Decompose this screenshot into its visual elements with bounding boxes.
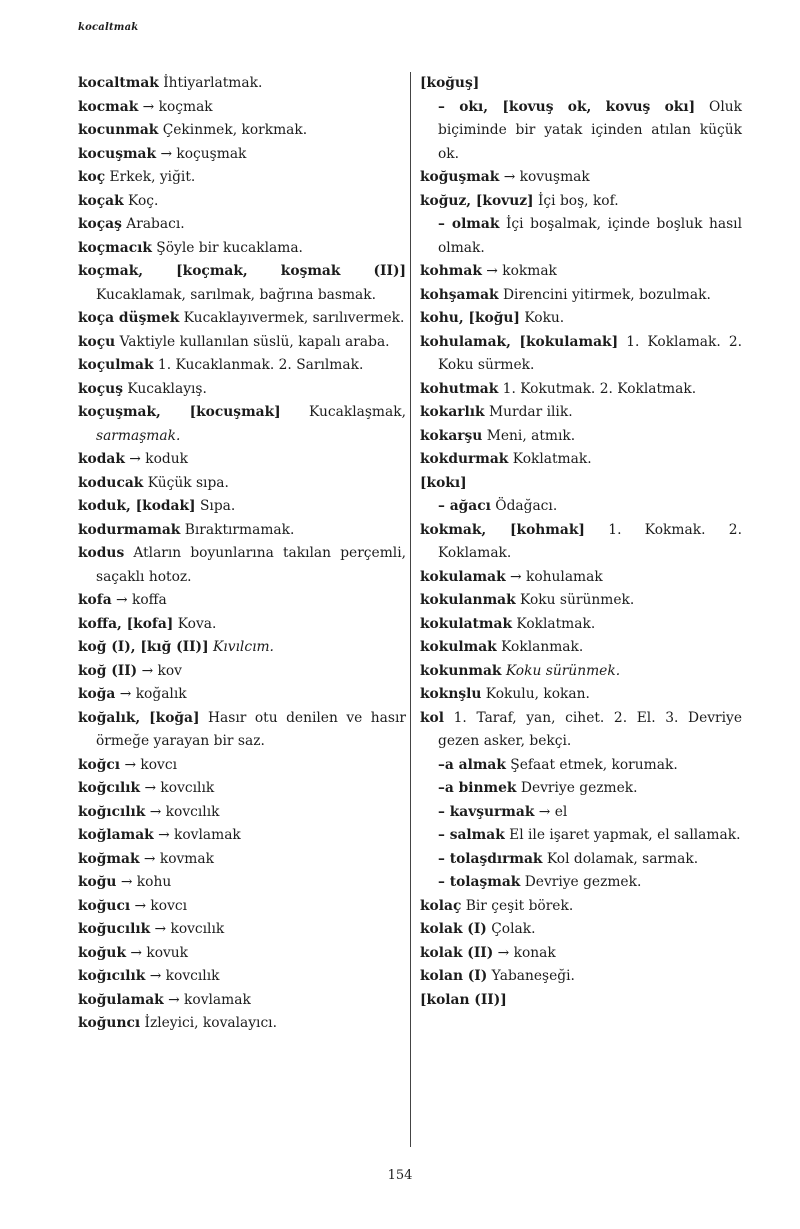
entry-definition: → kovcı <box>120 756 177 773</box>
dictionary-entry <box>78 895 406 919</box>
entry-headword: kolak (II) <box>420 944 494 961</box>
dictionary-entry <box>78 871 406 895</box>
entry-definition: → kovmak <box>139 850 214 867</box>
entry-definition: Kucaklayıvermek, sarılıvermek. <box>179 310 405 326</box>
entry-headword: kokmak, [kohmak] <box>420 521 585 538</box>
entry-headword: koçuşmak, [kocuşmak] <box>78 404 281 420</box>
dictionary-entry <box>78 72 406 96</box>
entry-definition: → koçmak <box>138 98 213 115</box>
entry-headword: koduk, [kodak] <box>78 498 196 514</box>
entry-definition: Hasır otu denilen ve hasır örmeğe yarayan bir saz. <box>96 709 406 749</box>
right-column <box>420 72 742 1012</box>
dictionary-entry <box>420 378 742 402</box>
entry-definition: Direncini yitirmek, bozulmak. <box>498 286 711 303</box>
entry-definition: Murdar ilik. <box>484 404 573 420</box>
entry-headword: koknşlu <box>420 686 482 702</box>
entry-definition: → koçuşmak <box>156 145 247 162</box>
entry-headword: koçak <box>78 192 124 209</box>
entry-definition: Şefaat etmek, korumak. <box>505 756 678 773</box>
entry-definition: 1. Kokutmak. 2. Koklatmak. <box>498 380 697 397</box>
entry-definition: Kol dolamak, sarmak. <box>542 850 699 867</box>
dictionary-entry <box>78 143 406 167</box>
entry-headword: –a almak <box>438 756 506 773</box>
dictionary-entry <box>420 472 742 496</box>
entry-definition: → koffa <box>111 592 167 608</box>
entry-headword: koğıcılık <box>78 803 146 820</box>
entry-headword: kokarşu <box>420 427 483 444</box>
entry-headword: kohşamak <box>420 286 499 303</box>
entry-definition: 1. Kokmak. 2. Koklamak. <box>438 521 742 561</box>
dictionary-entry <box>420 801 742 825</box>
dictionary-entry <box>78 683 406 707</box>
entry-definition: → kovcılık <box>145 968 220 984</box>
entry-headword: kohu, [koğu] <box>420 310 520 326</box>
dictionary-entry <box>78 307 406 331</box>
entry-definition: → kokmak <box>481 263 557 279</box>
dictionary-entry <box>78 965 406 989</box>
entry-definition: → kov <box>137 662 182 679</box>
entry-headword: kofa <box>78 592 112 608</box>
dictionary-entry <box>78 918 406 942</box>
entry-headword: koğalık, [koğa] <box>78 709 200 726</box>
dictionary-entry <box>420 918 742 942</box>
entry-headword: kocmak <box>78 98 139 115</box>
entry-definition: → kovlamak <box>163 991 251 1008</box>
entry-headword: kocuşmak <box>78 145 157 162</box>
dictionary-entry <box>420 284 742 308</box>
dictionary-entry <box>78 848 406 872</box>
entry-headword: kocaltmak <box>78 75 159 91</box>
dictionary-entry <box>78 237 406 261</box>
entry-headword: koğa <box>78 686 116 702</box>
dictionary-entry <box>420 754 742 778</box>
entry-headword: – tolaşmak <box>438 874 521 890</box>
entry-definition: → kovuşmak <box>499 169 590 185</box>
entry-headword: koğuşmak <box>420 169 500 185</box>
entry-headword: koğuncı <box>78 1015 141 1031</box>
entry-headword: kokunmak <box>420 662 502 679</box>
dictionary-entry <box>420 425 742 449</box>
entry-definition: Oluk biçiminde bir yatak içinden atılan küçük ok. <box>438 98 743 162</box>
entry-definition: Kova. <box>173 615 217 632</box>
dictionary-entry <box>420 683 742 707</box>
entry-headword: koğuk <box>78 944 126 961</box>
dictionary-entry <box>78 119 406 143</box>
entry-definition: Devriye gezmek. <box>516 780 638 796</box>
dictionary-entry <box>420 660 742 684</box>
dictionary-entry <box>78 942 406 966</box>
entry-headword: – kavşurmak <box>438 803 535 820</box>
dictionary-entry <box>420 707 742 754</box>
entry-headword: koçuş <box>78 380 123 397</box>
entry-definition: Erkek, yiğit. <box>105 169 196 185</box>
entry-headword: koçaş <box>78 216 122 232</box>
entry-definition: 1. Taraf, yan, cihet. 2. El. 3. Devriye gezen asker, bekçi. <box>438 709 742 749</box>
entry-headword: koğıcılık <box>78 968 146 984</box>
entry-headword: koçmacık <box>78 239 152 256</box>
entry-headword: –a binmek <box>438 780 517 796</box>
entry-headword: [kolan (II)] <box>420 991 507 1008</box>
page-number: 154 <box>387 1168 413 1183</box>
entry-definition: → kovcılık <box>140 780 215 796</box>
entry-headword: koça düşmek <box>78 310 180 326</box>
dictionary-entry <box>420 942 742 966</box>
dictionary-entry <box>420 613 742 637</box>
entry-definition: Koklanmak. <box>496 639 584 655</box>
entry-definition: Atların boyunlarına takılan perçemli, saçaklı hotoz. <box>96 545 406 585</box>
entry-definition-italic: Koku sürünmek. <box>505 662 621 679</box>
entry-headword: koğmak <box>78 850 140 867</box>
dictionary-entry <box>420 871 742 895</box>
entry-definition: → konak <box>493 944 556 961</box>
entry-definition: → kohulamak <box>505 568 603 585</box>
entry-headword: koğucı <box>78 897 131 914</box>
entry-headword: koçulmak <box>78 357 154 373</box>
entry-headword: koğcılık <box>78 780 141 796</box>
entry-definition: Koç. <box>123 192 159 209</box>
entry-headword: koçu <box>78 333 116 350</box>
entry-headword: kokulanmak <box>420 592 516 608</box>
dictionary-entry <box>78 636 406 660</box>
dictionary-entry <box>78 354 406 378</box>
dictionary-entry <box>420 190 742 214</box>
entry-definition: Koklatmak. <box>512 615 596 632</box>
dictionary-entry <box>78 166 406 190</box>
entry-definition: Koklatmak. <box>508 451 592 467</box>
entry-definition: Kucaklayış. <box>122 380 207 397</box>
dictionary-entry <box>420 213 742 260</box>
dictionary-entry <box>78 448 406 472</box>
dictionary-entry <box>78 260 406 307</box>
dictionary-entry <box>420 96 742 167</box>
entry-headword: koğ (II) <box>78 662 138 679</box>
entry-definition: Şöyle bir kucaklama. <box>151 239 303 256</box>
entry-headword: kodurmamak <box>78 521 181 538</box>
entry-definition: Yabaneşeği. <box>487 968 575 984</box>
entry-definition: Kucaklamak, sarılmak, bağrına basmak. <box>96 286 377 303</box>
entry-definition: Çekinmek, korkmak. <box>158 122 308 138</box>
entry-headword: kolaç <box>420 897 462 914</box>
entry-headword: – tolaşdırmak <box>438 850 543 867</box>
entry-definition: Ödağacı. <box>490 498 558 514</box>
dictionary-entry <box>78 707 406 754</box>
dictionary-entry <box>78 1012 406 1036</box>
dictionary-entry <box>420 989 742 1013</box>
dictionary-entry <box>78 660 406 684</box>
entry-definition: → kovcı <box>130 897 188 914</box>
entry-definition: 1. Koklamak. 2. Koku sürmek. <box>438 333 742 373</box>
entry-headword: kohmak <box>420 263 482 279</box>
dictionary-entry <box>420 589 742 613</box>
entry-definition: İçi boşalmak, içinde boşluk hasıl olmak. <box>438 216 743 256</box>
dictionary-entry <box>78 989 406 1013</box>
entry-definition: Kokulu, kokan. <box>481 686 590 702</box>
dictionary-entry <box>420 566 742 590</box>
entry-headword: kolak (I) <box>420 921 487 937</box>
dictionary-entry <box>78 331 406 355</box>
entry-headword: – ağacı <box>438 498 491 514</box>
entry-definition: Arabacı. <box>121 216 185 232</box>
entry-headword: koducak <box>78 474 144 491</box>
entry-definition: Çolak. <box>486 921 536 937</box>
entry-definition: → kovlamak <box>153 827 241 843</box>
entry-headword: kol <box>420 709 445 726</box>
entry-headword: koğuz, [kovuz] <box>420 192 534 209</box>
entry-definition-italic: Kıvılcım. <box>213 639 274 655</box>
entry-definition: Sıpa. <box>195 498 236 514</box>
left-column <box>78 72 406 1036</box>
entry-definition: İzleyici, kovalayıcı. <box>140 1015 277 1031</box>
column-rule <box>410 72 411 1147</box>
entry-definition: Vaktiyle kullanılan süslü, kapalı araba. <box>115 333 390 350</box>
dictionary-entry <box>420 331 742 378</box>
entry-headword: koğ (I), [kığ (II)] <box>78 639 209 655</box>
entry-definition: Koku sürünmek. <box>515 592 635 608</box>
entry-definition: → kovuk <box>126 944 189 961</box>
entry-headword: kocunmak <box>78 122 159 138</box>
entry-headword: koffa, [kofa] <box>78 615 174 632</box>
dictionary-entry <box>420 777 742 801</box>
entry-definition: → koduk <box>124 451 188 467</box>
dictionary-entry <box>78 801 406 825</box>
dictionary-entry <box>420 72 742 96</box>
dictionary-entry <box>420 166 742 190</box>
dictionary-entry <box>420 519 742 566</box>
entry-definition: → el <box>534 803 568 820</box>
dictionary-entry <box>78 589 406 613</box>
entry-definition: Bıraktırmamak. <box>180 521 295 538</box>
entry-headword: kohulamak, [kokulamak] <box>420 333 619 350</box>
entry-headword: koğcı <box>78 756 121 773</box>
entry-headword: kolan (I) <box>420 968 488 984</box>
dictionary-entry <box>420 401 742 425</box>
dictionary-entry <box>78 777 406 801</box>
entry-definition: Meni, atmık. <box>482 427 576 444</box>
entry-definition: Bir çeşit börek. <box>461 897 574 914</box>
entry-headword: [koğuş] <box>420 75 480 91</box>
dictionary-entry <box>78 519 406 543</box>
dictionary-entry <box>420 495 742 519</box>
dictionary-entry <box>420 260 742 284</box>
entry-headword: koğu <box>78 874 117 890</box>
entry-headword: kokulmak <box>420 639 497 655</box>
entry-definition-italic: sarmaşmak. <box>96 427 181 444</box>
running-head: kocaltmak <box>78 22 139 33</box>
entry-definition: 1. Kucaklanmak. 2. Sarılmak. <box>153 357 364 373</box>
entry-definition: İçi boş, kof. <box>533 192 619 209</box>
entry-definition: Kucaklaşmak, <box>280 404 406 420</box>
dictionary-entry <box>78 472 406 496</box>
entry-headword: – olmak <box>438 216 500 232</box>
entry-headword: koğlamak <box>78 827 154 843</box>
entry-headword: – salmak <box>438 827 505 843</box>
dictionary-entry <box>420 636 742 660</box>
entry-headword: kokarlık <box>420 404 485 420</box>
entry-headword: kokulamak <box>420 568 506 585</box>
entry-headword: kohutmak <box>420 380 499 397</box>
entry-headword: kokdurmak <box>420 451 509 467</box>
entry-headword: – okı, [kovuş ok, kovuş okı] <box>438 98 696 115</box>
dictionary-entry <box>78 613 406 637</box>
entry-headword: [kokı] <box>420 474 467 491</box>
entry-definition: → kovcılık <box>145 803 220 820</box>
dictionary-entry <box>420 848 742 872</box>
entry-definition: Devriye gezmek. <box>520 874 642 890</box>
entry-definition: → kohu <box>116 874 172 890</box>
entry-definition: El ile işaret yapmak, el sallamak. <box>504 827 741 843</box>
entry-headword: koğulamak <box>78 991 164 1008</box>
entry-headword: koçmak, [koçmak, koşmak (II)] <box>78 263 406 279</box>
entry-definition: → koğalık <box>115 686 187 702</box>
dictionary-entry <box>420 965 742 989</box>
entry-definition: Küçük sıpa. <box>143 474 229 491</box>
dictionary-entry <box>78 401 406 448</box>
entry-definition: İhtiyarlatmak. <box>158 75 263 91</box>
dictionary-entry <box>78 542 406 589</box>
entry-headword: kodak <box>78 451 125 467</box>
dictionary-entry <box>78 495 406 519</box>
entry-definition: Koku. <box>519 310 565 326</box>
dictionary-entry <box>420 824 742 848</box>
entry-headword: koç <box>78 169 106 185</box>
dictionary-entry <box>78 378 406 402</box>
dictionary-entry <box>78 754 406 778</box>
entry-headword: kokulatmak <box>420 615 513 632</box>
dictionary-entry <box>78 190 406 214</box>
entry-headword: koğucılık <box>78 921 151 937</box>
dictionary-entry <box>78 96 406 120</box>
dictionary-entry <box>420 307 742 331</box>
entry-headword: kodus <box>78 545 125 561</box>
dictionary-entry <box>420 448 742 472</box>
dictionary-entry <box>420 895 742 919</box>
entry-definition: → kovcılık <box>150 921 225 937</box>
dictionary-entry <box>78 824 406 848</box>
dictionary-entry <box>78 213 406 237</box>
